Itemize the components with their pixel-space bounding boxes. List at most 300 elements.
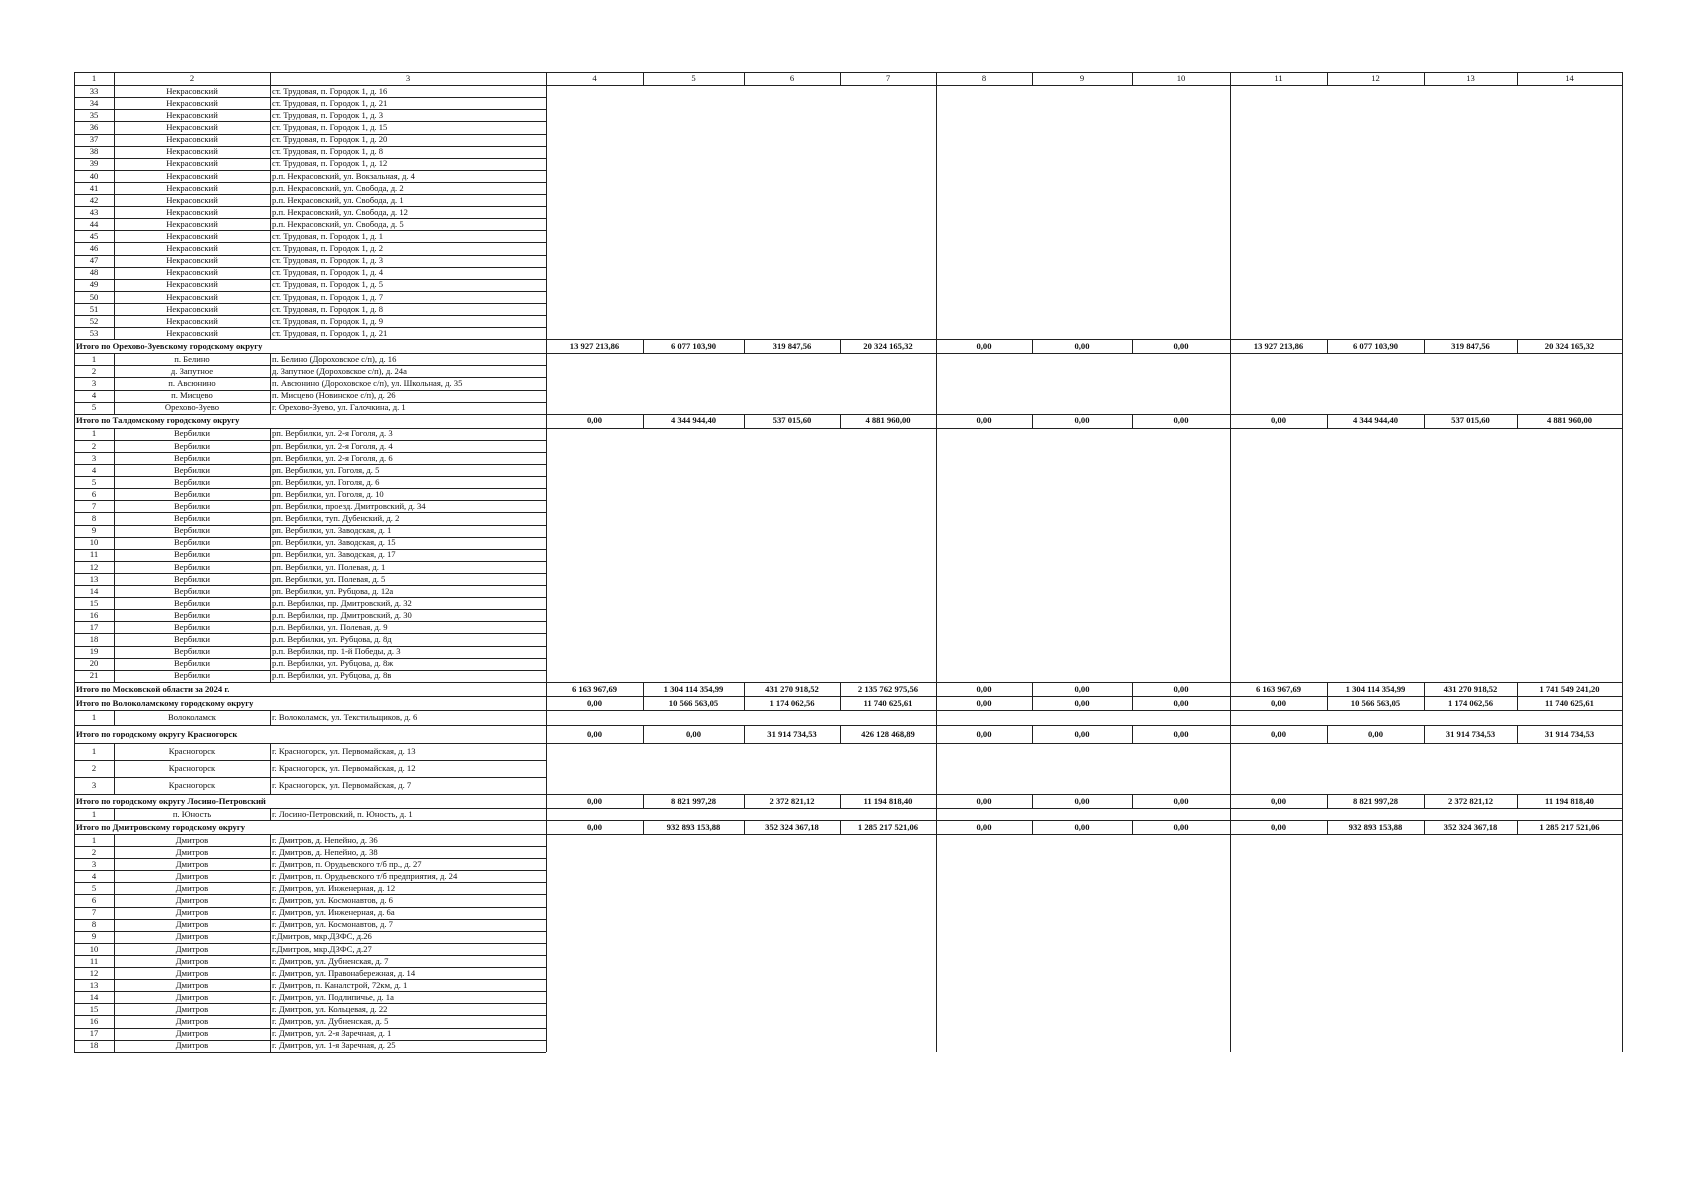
table-row bbox=[74, 609, 1622, 621]
row-number: 14 bbox=[89, 585, 99, 596]
row-number: 17 bbox=[89, 1028, 99, 1039]
locality: Вербилки bbox=[174, 476, 210, 487]
row-divider bbox=[74, 696, 1622, 697]
total-value: 2 372 821,12 bbox=[1447, 795, 1494, 806]
column-divider bbox=[936, 339, 937, 353]
address: р.п. Вербилки, ул. Рубцова, д. 8ж bbox=[272, 658, 394, 669]
total-value: 0,00 bbox=[1270, 821, 1287, 832]
address: р.п. Вербилки, пр. 1-й Победы, д. 3 bbox=[272, 646, 401, 657]
total-label: Итого по Талдомскому городскому округу bbox=[76, 415, 240, 426]
address: г. Дмитров, п. Орудьевского т/б пр., д. 27 bbox=[272, 858, 422, 869]
header-row bbox=[74, 72, 1622, 85]
column-divider bbox=[1424, 414, 1425, 428]
row-number: 11 bbox=[89, 549, 99, 560]
table-row bbox=[74, 327, 1622, 339]
table-row bbox=[74, 428, 1622, 440]
address: рп. Вербилки, ул. Рубцова, д. 12а bbox=[272, 585, 394, 596]
row-number: 40 bbox=[89, 170, 99, 181]
column-divider bbox=[114, 72, 115, 85]
table-row bbox=[74, 894, 1622, 906]
row-number: 2 bbox=[91, 440, 97, 451]
address: р.п. Некрасовский, ул. Свобода, д. 2 bbox=[272, 182, 404, 193]
locality: Вербилки bbox=[174, 573, 210, 584]
table-row bbox=[74, 476, 1622, 488]
locality: Дмитров bbox=[175, 834, 209, 845]
column-divider bbox=[1327, 414, 1328, 428]
total-value: 0,00 bbox=[1074, 697, 1090, 708]
column-divider bbox=[114, 353, 115, 414]
column-divider bbox=[114, 428, 115, 682]
table-row bbox=[74, 440, 1622, 452]
address: г. Орехово-Зуево, ул. Галочкина, д. 1 bbox=[272, 402, 406, 413]
address: р.п. Вербилки, ул. Полевая, д. 9 bbox=[272, 622, 388, 633]
address: ст. Трудовая, п. Городок 1, д. 15 bbox=[272, 122, 388, 133]
table-row bbox=[74, 658, 1622, 670]
table-row bbox=[74, 931, 1622, 943]
table-row bbox=[74, 846, 1622, 858]
row-number: 1 bbox=[91, 834, 97, 845]
column-header: 14 bbox=[1565, 73, 1574, 84]
column-divider bbox=[1032, 339, 1033, 353]
column-divider bbox=[643, 72, 644, 85]
column-divider bbox=[744, 339, 745, 353]
row-number: 35 bbox=[89, 110, 99, 121]
column-divider bbox=[114, 808, 115, 820]
row-number: 19 bbox=[89, 646, 99, 657]
table-row bbox=[74, 158, 1622, 170]
row-number: 46 bbox=[89, 243, 99, 254]
table-row bbox=[74, 353, 1622, 365]
total-value: 11 740 625,61 bbox=[1545, 697, 1594, 708]
locality: Красногорск bbox=[168, 780, 216, 790]
locality: Дмитров bbox=[175, 907, 209, 918]
total-value: 1 741 549 241,20 bbox=[1539, 683, 1600, 694]
address: г. Дмитров, ул. Кольцевая, д. 22 bbox=[272, 1004, 388, 1015]
address: р.п. Вербилки, пр. Дмитровский, д. 30 bbox=[272, 609, 412, 620]
locality: Некрасовский bbox=[166, 122, 218, 133]
address: ст. Трудовая, п. Городок 1, д. 5 bbox=[272, 279, 384, 290]
locality: Вербилки bbox=[174, 670, 210, 681]
table-row bbox=[74, 621, 1622, 633]
row-number: 3 bbox=[91, 780, 97, 790]
total-value: 0,00 bbox=[1270, 795, 1287, 806]
address: рп. Вербилки, ул. Полевая, д. 5 bbox=[272, 573, 386, 584]
row-number: 18 bbox=[89, 1040, 99, 1051]
row-divider bbox=[74, 414, 1622, 415]
column-divider bbox=[1132, 794, 1133, 808]
column-divider bbox=[744, 72, 745, 85]
row-number: 51 bbox=[89, 303, 99, 314]
table-row bbox=[74, 267, 1622, 279]
column-divider bbox=[1132, 696, 1133, 710]
column-divider bbox=[74, 696, 75, 710]
table-row bbox=[74, 402, 1622, 414]
column-divider bbox=[1032, 72, 1033, 85]
column-divider bbox=[114, 710, 115, 725]
column-divider bbox=[1424, 794, 1425, 808]
locality: Вербилки bbox=[174, 634, 210, 645]
locality: п. Мисцево bbox=[171, 390, 213, 401]
total-value: 6 163 967,69 bbox=[571, 683, 618, 694]
locality: Некрасовский bbox=[166, 267, 218, 278]
total-value: 2 372 821,12 bbox=[769, 795, 815, 806]
row-number: 37 bbox=[89, 134, 99, 145]
address: ст. Трудовая, п. Городок 1, д. 21 bbox=[272, 97, 388, 108]
column-divider bbox=[936, 85, 937, 339]
table-row bbox=[74, 170, 1622, 182]
column-divider bbox=[1424, 339, 1425, 353]
row-divider bbox=[74, 820, 1622, 821]
row-number: 42 bbox=[89, 194, 99, 205]
total-value: 319 847,56 bbox=[772, 340, 812, 351]
total-row bbox=[74, 339, 1622, 353]
column-divider bbox=[744, 682, 745, 696]
address: г. Дмитров, ул. Подлипичье, д. 1а bbox=[272, 991, 394, 1002]
locality: Некрасовский bbox=[166, 315, 218, 326]
column-divider bbox=[1132, 820, 1133, 834]
total-row bbox=[74, 414, 1622, 428]
row-number: 5 bbox=[91, 402, 97, 413]
table-row bbox=[74, 512, 1622, 524]
address: ст. Трудовая, п. Городок 1, д. 20 bbox=[272, 134, 388, 145]
locality: Вербилки bbox=[174, 440, 210, 451]
locality: Некрасовский bbox=[166, 218, 218, 229]
address: г. Дмитров, п. Орудьевского т/б предприятия, д. 24 bbox=[272, 870, 458, 881]
locality: Вербилки bbox=[174, 658, 210, 669]
total-value: 0,00 bbox=[1270, 728, 1287, 739]
locality: п. Белино bbox=[174, 353, 210, 364]
total-value: 319 847,56 bbox=[1451, 340, 1490, 351]
address: г. Волоколамск, ул. Текстильщиков, д. 6 bbox=[272, 712, 418, 722]
locality: Вербилки bbox=[174, 609, 210, 620]
row-number: 12 bbox=[89, 967, 99, 978]
address: г. Дмитров, ул. Инженерная, д. 12 bbox=[272, 883, 396, 894]
table-row bbox=[74, 377, 1622, 389]
column-divider bbox=[936, 696, 937, 710]
column-divider bbox=[744, 696, 745, 710]
table-row bbox=[74, 633, 1622, 645]
locality: Некрасовский bbox=[166, 231, 218, 242]
table-row bbox=[74, 646, 1622, 658]
table-row bbox=[74, 1028, 1622, 1040]
locality: Дмитров bbox=[175, 943, 209, 954]
row-number: 9 bbox=[91, 931, 97, 942]
column-divider bbox=[936, 808, 937, 820]
total-value: 1 304 114 354,99 bbox=[1345, 683, 1406, 694]
locality: Дмитров bbox=[175, 883, 209, 894]
total-value: 31 914 734,53 bbox=[1544, 728, 1595, 739]
locality: Некрасовский bbox=[166, 279, 218, 290]
total-value: 537 015,60 bbox=[772, 415, 812, 426]
row-number: 16 bbox=[89, 1016, 99, 1027]
column-header: 4 bbox=[592, 73, 597, 84]
total-value: 0,00 bbox=[976, 340, 992, 351]
table-row bbox=[74, 464, 1622, 476]
total-value: 11 740 625,61 bbox=[863, 697, 913, 708]
total-value: 0,00 bbox=[1173, 340, 1189, 351]
locality: Вербилки bbox=[174, 537, 210, 548]
column-divider bbox=[643, 725, 644, 743]
total-value: 1 174 062,56 bbox=[1447, 697, 1494, 708]
total-value: 0,00 bbox=[976, 415, 992, 426]
row-number: 41 bbox=[89, 182, 99, 193]
column-divider bbox=[840, 794, 841, 808]
address: г.Дмитров, мкр.ДЗФС, д.26 bbox=[272, 931, 372, 942]
table-row bbox=[74, 85, 1622, 97]
column-header: 8 bbox=[981, 73, 987, 84]
total-row bbox=[74, 820, 1622, 834]
column-divider bbox=[840, 339, 841, 353]
column-divider bbox=[270, 353, 271, 414]
address: п. Мисцево (Новинское с/п), д. 26 bbox=[272, 390, 396, 401]
table-row bbox=[74, 194, 1622, 206]
address: г. Дмитров, д. Непейно, д. 38 bbox=[272, 846, 378, 857]
column-divider bbox=[1517, 414, 1518, 428]
total-label: Итого по городскому округу Лосино-Петровский bbox=[76, 795, 266, 806]
column-divider bbox=[546, 682, 547, 696]
total-value: 0,00 bbox=[1074, 340, 1090, 351]
column-divider bbox=[1230, 353, 1231, 414]
table-row bbox=[74, 955, 1622, 967]
column-divider bbox=[546, 72, 547, 85]
column-divider bbox=[643, 339, 644, 353]
table-row bbox=[74, 710, 1622, 725]
address: р.п. Вербилки, ул. Рубцова, д. 8д bbox=[272, 634, 392, 645]
column-divider bbox=[546, 353, 547, 414]
address: рп. Вербилки, туп. Дубенский, д. 2 bbox=[272, 513, 400, 524]
row-number: 3 bbox=[91, 858, 97, 869]
column-divider bbox=[1230, 414, 1231, 428]
table-row bbox=[74, 452, 1622, 464]
column-divider bbox=[1622, 743, 1623, 794]
total-value: 8 821 997,28 bbox=[1352, 795, 1399, 806]
table-row bbox=[74, 109, 1622, 121]
address: р.п. Некрасовский, ул. Вокзальная, д. 4 bbox=[272, 170, 415, 181]
column-divider bbox=[270, 710, 271, 725]
locality: Вербилки bbox=[174, 452, 210, 463]
address: ст. Трудовая, п. Городок 1, д. 8 bbox=[272, 303, 384, 314]
locality: Вербилки bbox=[174, 464, 210, 475]
total-value: 0,00 bbox=[1270, 415, 1287, 426]
total-value: 1 285 217 521,06 bbox=[857, 821, 919, 832]
locality: Некрасовский bbox=[166, 85, 218, 96]
table-row bbox=[74, 882, 1622, 894]
locality: Дмитров bbox=[175, 931, 209, 942]
column-divider bbox=[1517, 820, 1518, 834]
table-row bbox=[74, 549, 1622, 561]
column-divider bbox=[936, 743, 937, 794]
address: рп. Вербилки, ул. Гоголя, д. 10 bbox=[272, 488, 384, 499]
total-value: 932 893 153,88 bbox=[666, 821, 721, 832]
row-number: 1 bbox=[91, 746, 97, 756]
table-row bbox=[74, 967, 1622, 979]
column-divider bbox=[546, 808, 547, 820]
locality: Некрасовский bbox=[166, 97, 218, 108]
address: г. Дмитров, ул. Дубненская, д. 5 bbox=[272, 1016, 389, 1027]
row-number: 1 bbox=[91, 353, 97, 364]
table-row bbox=[74, 670, 1622, 682]
locality: Дмитров bbox=[175, 919, 209, 930]
column-divider bbox=[1230, 820, 1231, 834]
table-row bbox=[74, 315, 1622, 327]
total-value: 0,00 bbox=[976, 821, 992, 832]
column-header: 13 bbox=[1466, 73, 1475, 84]
column-divider bbox=[1622, 428, 1623, 682]
locality: Вербилки bbox=[174, 513, 210, 524]
address: рп. Вербилки, ул. Заводская, д. 17 bbox=[272, 549, 396, 560]
address: г.Дмитров, мкр.ДЗФС, д.27 bbox=[272, 943, 372, 954]
row-number: 50 bbox=[89, 291, 99, 302]
column-divider bbox=[936, 682, 937, 696]
total-label: Итого по Орехово-Зуевскому городскому округу bbox=[76, 340, 263, 351]
column-divider bbox=[74, 725, 75, 743]
column-header: 2 bbox=[189, 73, 195, 84]
address: ст. Трудовая, п. Городок 1, д. 1 bbox=[272, 231, 384, 242]
column-divider bbox=[1622, 808, 1623, 820]
address: р.п. Вербилки, ул. Рубцова, д. 8в bbox=[272, 670, 392, 681]
address: г. Лосино-Петровский, п. Юность, д. 1 bbox=[272, 808, 413, 819]
address: р.п. Некрасовский, ул. Свобода, д. 1 bbox=[272, 194, 404, 205]
row-number: 7 bbox=[91, 501, 97, 512]
address: рп. Вербилки, ул. Гоголя, д. 5 bbox=[272, 464, 380, 475]
column-divider bbox=[1327, 339, 1328, 353]
total-value: 8 821 997,28 bbox=[670, 795, 717, 806]
address: ст. Трудовая, п. Городок 1, д. 3 bbox=[272, 255, 384, 266]
column-divider bbox=[74, 682, 75, 696]
column-divider bbox=[270, 428, 271, 682]
column-divider bbox=[643, 820, 644, 834]
locality: Красногорск bbox=[168, 746, 216, 756]
column-divider bbox=[74, 743, 75, 794]
column-header: 7 bbox=[885, 73, 891, 84]
column-divider bbox=[1622, 794, 1623, 808]
locality: Некрасовский bbox=[166, 182, 218, 193]
column-divider bbox=[74, 428, 75, 682]
column-divider bbox=[1032, 725, 1033, 743]
row-divider bbox=[74, 725, 1622, 726]
total-value: 352 324 367,18 bbox=[1443, 821, 1498, 832]
locality: Некрасовский bbox=[166, 255, 218, 266]
locality: Вербилки bbox=[174, 549, 210, 560]
total-value: 6 077 103,90 bbox=[670, 340, 717, 351]
row-number: 14 bbox=[89, 991, 99, 1002]
column-divider bbox=[1622, 725, 1623, 743]
total-value: 11 194 818,40 bbox=[863, 795, 913, 806]
column-divider bbox=[1517, 682, 1518, 696]
row-number: 10 bbox=[89, 943, 99, 954]
table-row bbox=[74, 537, 1622, 549]
locality: Дмитров bbox=[175, 967, 209, 978]
column-divider bbox=[1230, 743, 1231, 794]
locality: Дмитров bbox=[175, 858, 209, 869]
column-divider bbox=[114, 834, 115, 1052]
address: рп. Вербилки, ул. Полевая, д. 1 bbox=[272, 561, 386, 572]
row-number: 8 bbox=[91, 919, 97, 930]
locality: Дмитров bbox=[175, 870, 209, 881]
column-divider bbox=[936, 725, 937, 743]
table-row bbox=[74, 834, 1622, 846]
column-divider bbox=[74, 339, 75, 353]
column-divider bbox=[1327, 682, 1328, 696]
column-divider bbox=[74, 820, 75, 834]
row-number: 21 bbox=[89, 670, 99, 681]
address: г. Дмитров, п. Каналстрой, 72км, д. 1 bbox=[272, 979, 408, 990]
table-row bbox=[74, 979, 1622, 991]
table-row bbox=[74, 808, 1622, 820]
total-value: 31 914 734,53 bbox=[1445, 728, 1496, 739]
column-divider bbox=[1622, 414, 1623, 428]
row-number: 5 bbox=[91, 883, 97, 894]
column-divider bbox=[936, 414, 937, 428]
total-value: 11 194 818,40 bbox=[1545, 795, 1594, 806]
row-number: 11 bbox=[89, 955, 99, 966]
column-divider bbox=[270, 72, 271, 85]
column-divider bbox=[1132, 414, 1133, 428]
locality: Вербилки bbox=[174, 597, 210, 608]
address: ст. Трудовая, п. Городок 1, д. 12 bbox=[272, 158, 388, 169]
table-row bbox=[74, 573, 1622, 585]
address: г. Дмитров, д. Непейно, д. 36 bbox=[272, 834, 378, 845]
row-number: 45 bbox=[89, 231, 99, 242]
table-row bbox=[74, 242, 1622, 254]
column-divider bbox=[936, 794, 937, 808]
column-divider bbox=[1230, 808, 1231, 820]
table-row bbox=[74, 134, 1622, 146]
row-number: 53 bbox=[89, 327, 99, 338]
row-number: 12 bbox=[89, 561, 99, 572]
table-row bbox=[74, 230, 1622, 242]
column-divider bbox=[1132, 339, 1133, 353]
row-number: 44 bbox=[89, 218, 99, 229]
table-row bbox=[74, 488, 1622, 500]
total-value: 0,00 bbox=[976, 683, 992, 694]
row-number: 15 bbox=[89, 1004, 99, 1015]
table-row bbox=[74, 919, 1622, 931]
locality: Некрасовский bbox=[166, 110, 218, 121]
table-row bbox=[74, 870, 1622, 882]
locality: Вербилки bbox=[174, 561, 210, 572]
column-divider bbox=[1622, 834, 1623, 1052]
column-divider bbox=[1517, 794, 1518, 808]
row-number: 38 bbox=[89, 146, 99, 157]
address: г. Дмитров, ул. Космонавтов, д. 6 bbox=[272, 895, 393, 906]
column-divider bbox=[1517, 339, 1518, 353]
column-divider bbox=[840, 414, 841, 428]
total-value: 0,00 bbox=[1270, 697, 1287, 708]
address: г. Красногорск, ул. Первомайская, д. 13 bbox=[272, 746, 416, 756]
address: рп. Вербилки, ул. Заводская, д. 15 bbox=[272, 537, 396, 548]
column-divider bbox=[1132, 725, 1133, 743]
table-row bbox=[74, 525, 1622, 537]
row-number: 3 bbox=[91, 378, 97, 389]
column-divider bbox=[1132, 682, 1133, 696]
total-value: 426 128 468,89 bbox=[861, 728, 915, 739]
column-divider bbox=[1424, 725, 1425, 743]
column-divider bbox=[546, 696, 547, 710]
locality: Дмитров bbox=[175, 991, 209, 1002]
table-row bbox=[74, 597, 1622, 609]
row-number: 4 bbox=[91, 870, 97, 881]
total-value: 0,00 bbox=[1173, 415, 1189, 426]
row-divider bbox=[74, 682, 1622, 683]
locality: Некрасовский bbox=[166, 194, 218, 205]
column-divider bbox=[1327, 72, 1328, 85]
locality: Некрасовский bbox=[166, 303, 218, 314]
column-divider bbox=[546, 834, 547, 1052]
column-divider bbox=[1230, 72, 1231, 85]
column-divider bbox=[1622, 353, 1623, 414]
locality: Вербилки bbox=[174, 646, 210, 657]
